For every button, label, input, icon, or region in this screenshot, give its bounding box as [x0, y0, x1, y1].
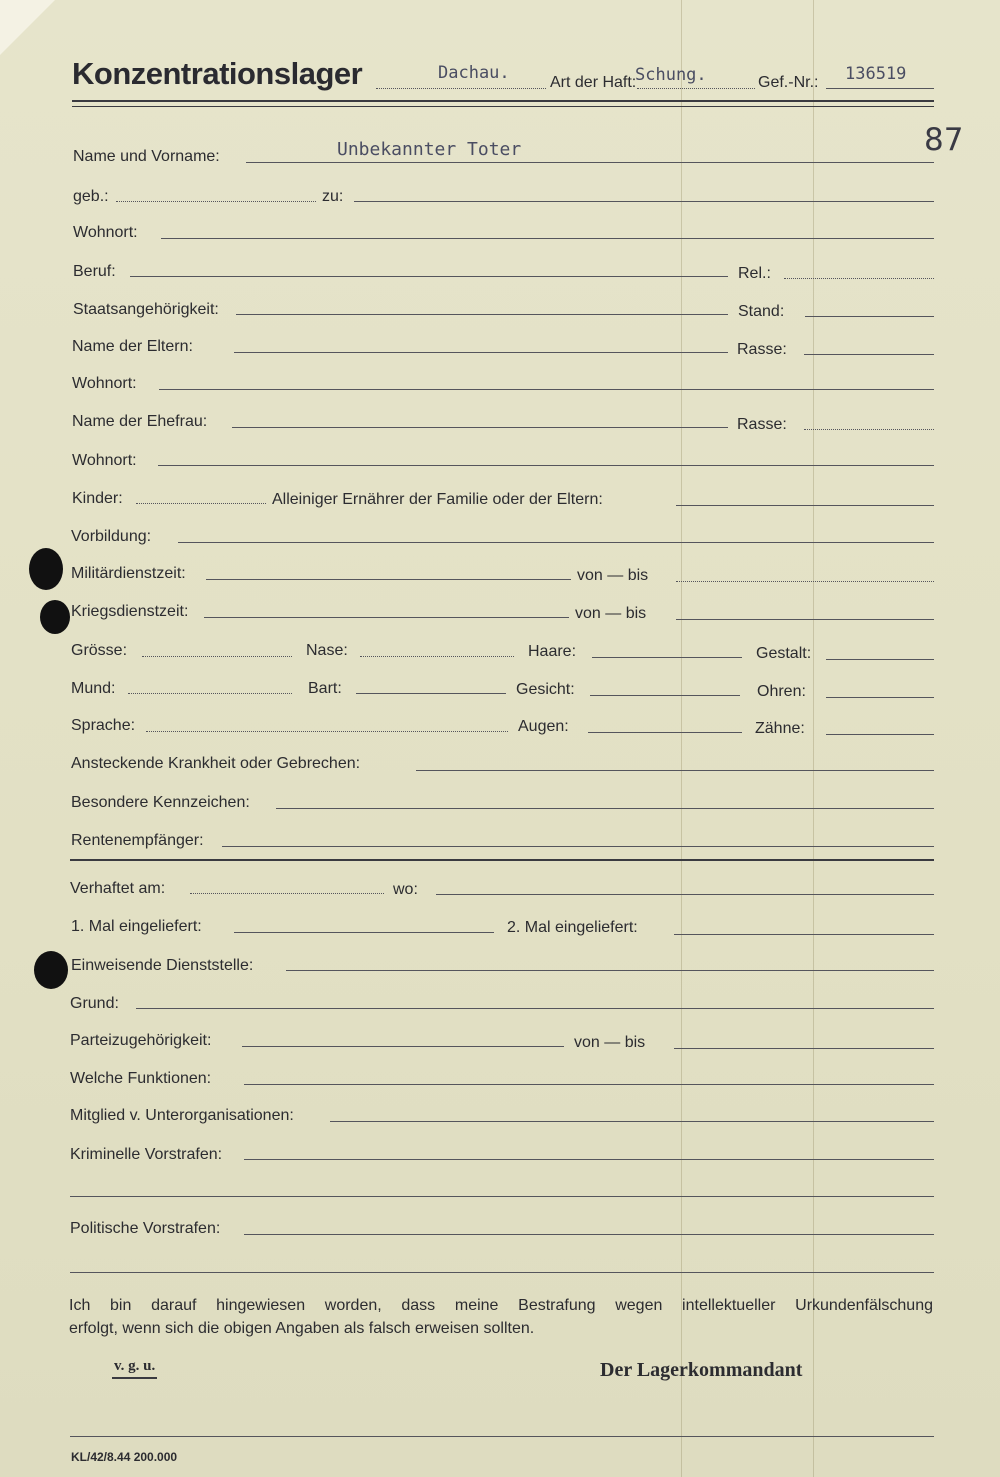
race-line [804, 354, 934, 355]
first-delivery-line [234, 932, 494, 933]
functions-line [244, 1084, 934, 1085]
military-from-to-line [676, 581, 934, 582]
beard-label: Bart: [308, 680, 342, 697]
criminal-label: Kriminelle Vorstrafen: [70, 1146, 223, 1163]
height-line [142, 656, 292, 657]
occupation-label: Beruf: [73, 263, 116, 280]
declaration-text [69, 1294, 933, 1340]
header-rule [72, 100, 934, 102]
political-line [244, 1234, 934, 1235]
suborg-line [330, 1121, 934, 1122]
race-label: Rasse: [737, 341, 787, 358]
form-title: Konzentrationslager [72, 56, 363, 91]
war-service-label: Kriegsdienstzeit: [71, 603, 189, 620]
party-from-to-label: von — bis [574, 1034, 646, 1051]
paper-fold-line [681, 0, 682, 1477]
parents-residence-line [159, 389, 934, 390]
print-code: KL/42/8.44 200.000 [71, 1450, 178, 1464]
paper-fold-line [813, 0, 814, 1477]
marks-label: Besondere Kennzeichen: [71, 794, 250, 811]
name-line [246, 162, 934, 163]
pension-line [222, 846, 934, 847]
punch-hole [34, 951, 68, 989]
reason-label: Grund: [70, 995, 119, 1012]
mouth-line [128, 693, 292, 694]
wife-residence-line [158, 465, 934, 466]
residence-label: Wohnort: [73, 224, 138, 241]
eyes-line [588, 732, 742, 733]
prisoner-number-label: Gef.-Nr.: [758, 74, 819, 91]
status-label: Stand: [738, 303, 785, 320]
wife-residence-label: Wohnort: [72, 452, 137, 469]
section-rule [70, 859, 934, 861]
build-label: Gestalt: [756, 645, 812, 662]
party-line [242, 1046, 564, 1047]
face-label: Gesicht: [516, 681, 575, 698]
party-from-to-line [674, 1048, 934, 1049]
where-line [436, 894, 934, 895]
born-at-line [354, 201, 934, 202]
political-label: Politische Vorstrafen: [70, 1220, 221, 1237]
name-value: Unbekannter Toter [337, 139, 522, 160]
war-from-to-line [676, 619, 934, 620]
camp-value: Dachau. [438, 63, 510, 83]
read-approved-signed: v. g. u. [112, 1358, 157, 1379]
functions-label: Welche Funktionen: [70, 1070, 212, 1087]
prisoner-number-line [826, 88, 934, 89]
nose-line [360, 656, 514, 657]
face-line [590, 695, 740, 696]
wife-race-line [804, 429, 934, 430]
born-at-label: zu: [322, 188, 344, 205]
parents-line [234, 352, 728, 353]
teeth-line [826, 734, 934, 735]
sole-provider-label: Alleiniger Ernährer der Familie oder der Eltern: [272, 491, 603, 508]
wife-label: Name der Ehefrau: [72, 413, 208, 430]
mouth-label: Mund: [71, 680, 116, 697]
name-label: Name und Vorname: [73, 148, 220, 165]
language-line [146, 731, 508, 732]
nose-label: Nase: [306, 642, 348, 659]
ears-label: Ohren: [757, 683, 806, 700]
wife-line [232, 427, 728, 428]
height-label: Grösse: [71, 642, 128, 659]
wife-race-label: Rasse: [737, 416, 787, 433]
page-number: 87 [924, 122, 964, 158]
second-delivery-label: 2. Mal eingeliefert: [507, 919, 638, 936]
teeth-label: Zähne: [755, 720, 805, 737]
hair-line [592, 657, 742, 658]
ears-line [826, 697, 934, 698]
disease-line [416, 770, 934, 771]
born-line [116, 201, 316, 202]
children-line [136, 503, 266, 504]
political-line-extra [70, 1272, 934, 1273]
commandant-signature-label: Der Lagerkommandant [600, 1359, 803, 1381]
citizenship-line [236, 314, 728, 315]
criminal-line-extra [70, 1196, 934, 1197]
authority-label: Einweisende Dienststelle: [71, 957, 254, 974]
build-line [826, 659, 934, 660]
parents-residence-label: Wohnort: [72, 375, 137, 392]
arrested-line [190, 893, 384, 894]
first-delivery-label: 1. Mal eingeliefert: [71, 918, 202, 935]
suborg-label: Mitglied v. Unterorganisationen: [70, 1107, 294, 1124]
parents-label: Name der Eltern: [72, 338, 193, 355]
signature-line [70, 1436, 934, 1437]
citizenship-label: Staatsangehörigkeit: [73, 301, 219, 318]
folded-corner [0, 0, 55, 55]
military-line [206, 579, 571, 580]
military-from-to-label: von — bis [577, 567, 649, 584]
prisoner-number-value: 136519 [845, 64, 907, 84]
detention-label: Art der Haft: [550, 74, 637, 91]
pension-label: Rentenempfänger: [71, 832, 204, 849]
detention-line [637, 88, 755, 89]
status-line [805, 316, 934, 317]
second-delivery-line [674, 934, 934, 935]
occupation-line [130, 276, 728, 277]
war-service-line [204, 617, 569, 618]
criminal-line [244, 1159, 934, 1160]
religion-line [784, 278, 934, 279]
declaration-line-2: erfolgt, wenn sich die obigen Angaben als falsch erweisen sollten. [69, 1320, 535, 1337]
punch-hole [40, 600, 70, 634]
born-label: geb.: [73, 188, 109, 205]
camp-line [376, 88, 546, 89]
detention-value: Schung. [635, 65, 707, 85]
sole-provider-line [676, 505, 934, 506]
military-label: Militärdienstzeit: [71, 565, 186, 582]
arrested-label: Verhaftet am: [70, 880, 166, 897]
authority-line [286, 970, 934, 971]
education-line [178, 542, 934, 543]
residence-line [161, 238, 934, 239]
hair-label: Haare: [528, 643, 577, 660]
punch-hole [29, 548, 63, 590]
declaration-line-1: Ich bin darauf hingewiesen worden, dass meine Bestrafung wegen intellektueller Urkundenfälschung [69, 1297, 933, 1314]
war-from-to-label: von — bis [575, 605, 647, 622]
language-label: Sprache: [71, 717, 136, 734]
eyes-label: Augen: [518, 718, 569, 735]
education-label: Vorbildung: [71, 528, 152, 545]
party-label: Parteizugehörigkeit: [70, 1032, 212, 1049]
disease-label: Ansteckende Krankheit oder Gebrechen: [71, 755, 361, 772]
header-rule [72, 106, 934, 107]
reason-line [136, 1008, 934, 1009]
where-label: wo: [393, 881, 418, 898]
religion-label: Rel.: [738, 265, 771, 282]
children-label: Kinder: [72, 490, 123, 507]
marks-line [276, 808, 934, 809]
beard-line [356, 693, 506, 694]
